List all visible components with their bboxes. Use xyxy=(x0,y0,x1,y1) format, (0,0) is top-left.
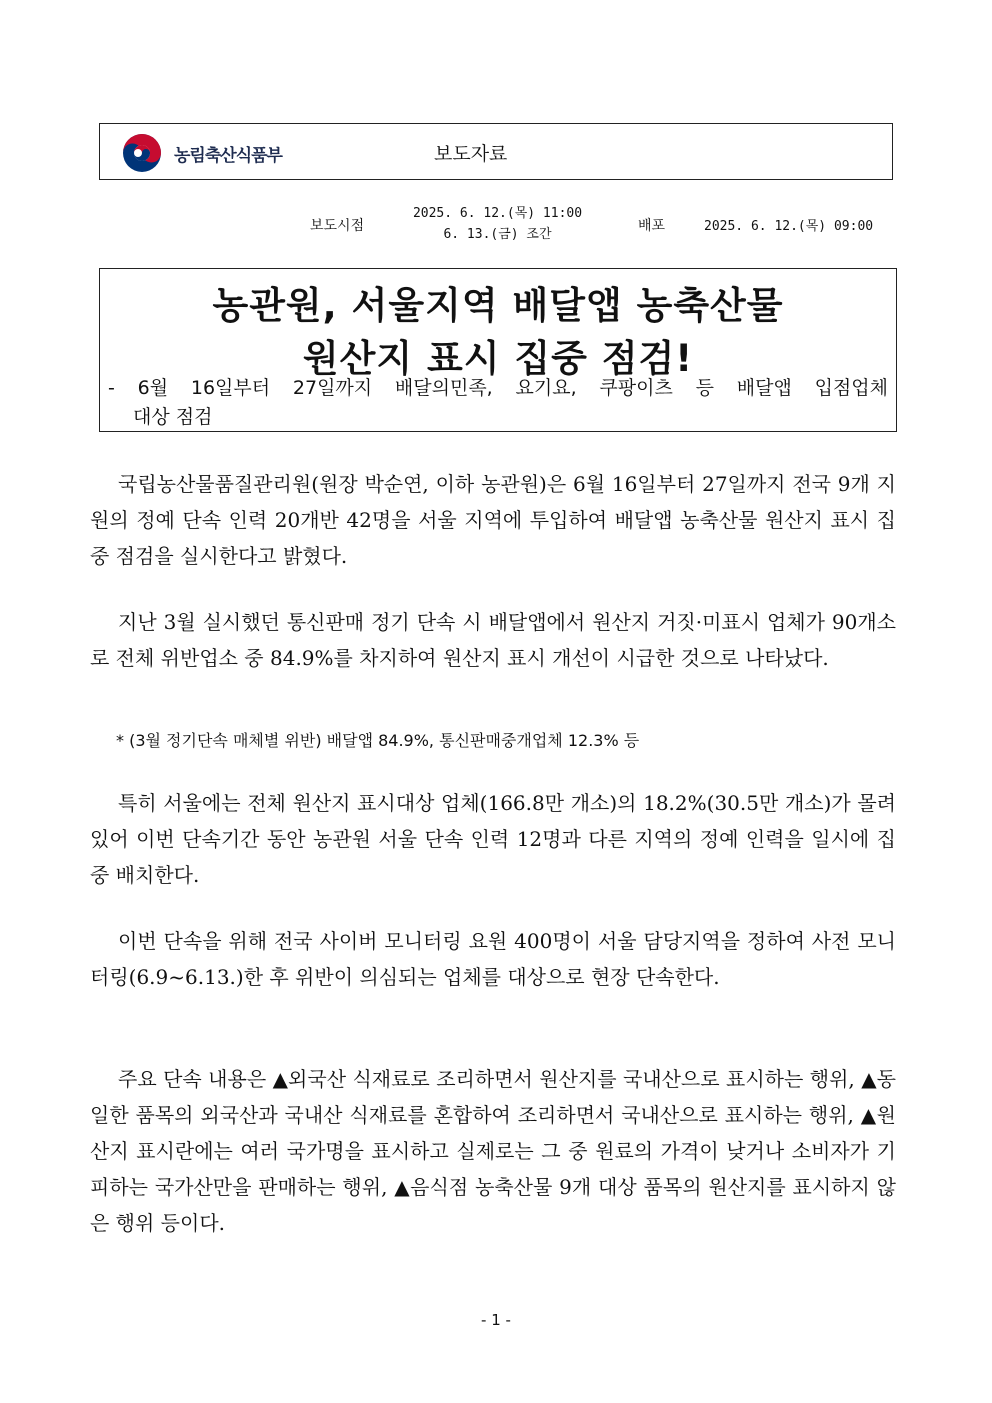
page-number: - 1 - xyxy=(481,1311,511,1329)
body-paragraph-4: 이번 단속을 위해 전국 사이버 모니터링 요원 400명이 서울 담당지역을 정하여 사전 모니터링(6.9~6.13.)한 후 위반이 의심되는 업체를 대상으로 현장 단속한다. xyxy=(90,929,896,989)
government-logo-icon xyxy=(122,133,162,173)
body-paragraph-1: 국립농산물품질관리원(원장 박순연, 이하 농관원)은 6월 16일부터 27일까지 전국 9개 지원의 정예 단속 인력 20개반 42명을 서울 지역에 투입하여 배달앱 농축산물 원산지 표시 집중 점검을 실시한다고 밝혔다. xyxy=(90,472,896,568)
title-box xyxy=(99,268,897,432)
body-paragraph-2: 지난 3월 실시했던 통신판매 정기 단속 시 배달앱에서 원산지 거짓·미표시 업체가 90개소로 전체 위반업소 중 84.9%를 차지하여 원산지 표시 개선이 시급한 것으로 나타났다. xyxy=(90,610,896,670)
footnote: * (3월 정기단속 매체별 위반) 배달앱 84.9%, 통신판매중개업체 12.3% 등 xyxy=(116,731,640,750)
subtitle-line-2: 대상 점검 xyxy=(133,406,213,428)
header-box xyxy=(99,123,893,180)
headline-line-2: 원산지 표시 집중 점검! xyxy=(302,337,694,380)
headline-line-1: 농관원, 서울지역 배달앱 농축산물 xyxy=(212,284,784,327)
subtitle-line-1: - 6월 16일부터 27일까지 배달의민족, 요기요, 쿠팡이츠 등 배달앱 입점업체 xyxy=(108,377,888,399)
embargo-time-1: 2025. 6. 12.(목) 11:00 xyxy=(412,206,583,221)
body-paragraph-5: 주요 단속 내용은 ▲외국산 식재료로 조리하면서 원산지를 국내산으로 표시하는 행위, ▲동일한 품목의 외국산과 국내산 식재료를 혼합하여 조리하면서 국내산으로 표시하는 행위, ▲원산지 표시란에는 여러 국가명을 표시하고 실제로는 그 중 원료의 가격이 낮거나 소비자가 기피하는 국가산만을 판매하는 행위, ▲음식점 농축산물 9개 대상 품목의 원산지를 표시하지 않은 행위 등이다. xyxy=(90,1067,896,1235)
body-paragraph-3: 특히 서울에는 전체 원산지 표시대상 업체(166.8만 개소)의 18.2%(30.5만 개소)가 몰려 있어 이번 단속기간 동안 농관원 서울 단속 인력 12명과 다른 지역의 정예 인력을 일시에 집중 배치한다. xyxy=(90,791,896,887)
embargo-time-2: 6. 13.(금) 조간 xyxy=(443,227,552,242)
distribution-time: 2025. 6. 12.(목) 09:00 xyxy=(704,219,874,234)
embargo-label: 보도시점 xyxy=(310,218,365,234)
distribution-label: 배포 xyxy=(638,218,666,234)
ministry-name: 농림축산식품부 xyxy=(174,146,282,166)
doc-type-label: 보도자료 xyxy=(434,143,508,165)
embargo-times xyxy=(395,203,600,245)
